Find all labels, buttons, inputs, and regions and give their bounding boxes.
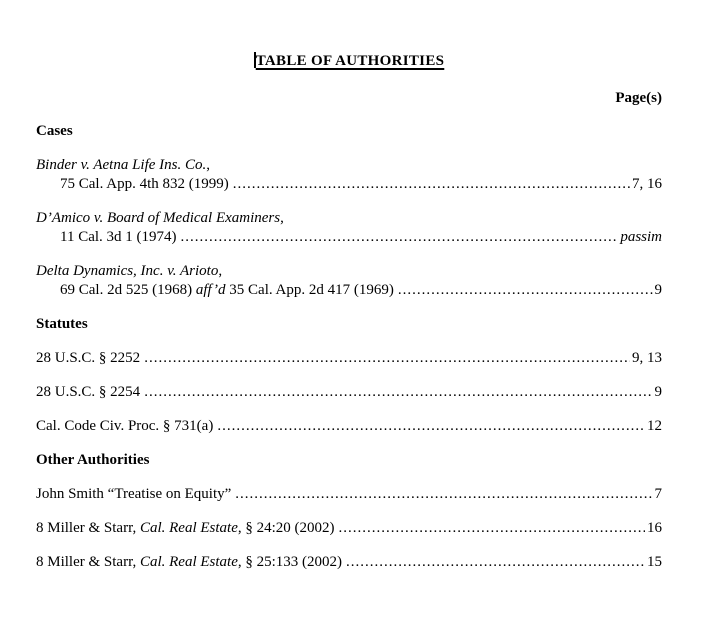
dot-leader xyxy=(233,175,630,194)
toa-entry xyxy=(36,262,662,300)
pages-column-label: Page(s) xyxy=(615,90,662,106)
case-name xyxy=(36,156,662,175)
case-name xyxy=(36,262,662,281)
citation-line xyxy=(36,485,662,504)
text-part: , § 24:20 (2002) xyxy=(237,520,335,536)
dot-leader xyxy=(144,349,630,368)
citation-text xyxy=(60,175,229,194)
toa-entry xyxy=(36,519,662,538)
citation-text xyxy=(60,281,394,300)
citation-line xyxy=(36,553,662,572)
text-part: 69 Cal. 2d 525 (1968) xyxy=(60,282,196,298)
toa-entry xyxy=(36,349,662,368)
page-number: 16 xyxy=(647,520,662,536)
dot-leader xyxy=(144,383,652,402)
page-number: 15 xyxy=(647,554,662,570)
text-part: , xyxy=(218,263,223,279)
italic-text-part: Delta Dynamics, Inc. v. Arioto xyxy=(36,263,219,279)
citation-line xyxy=(36,417,662,436)
section-heading: Cases xyxy=(36,123,73,139)
italic-text-part: Cal. Real Estate xyxy=(139,520,238,536)
page-number: 9 xyxy=(654,384,662,400)
page-number: 9 xyxy=(654,282,662,298)
page-title-text: TABLE OF AUTHORITIES xyxy=(255,53,445,69)
italic-text-part: aff’d xyxy=(195,282,226,298)
dot-leader xyxy=(217,417,645,436)
section-heading: Statutes xyxy=(36,316,88,332)
text-part: 35 Cal. App. 2d 417 (1969) xyxy=(225,282,394,298)
page-number: 9, 13 xyxy=(632,350,662,366)
text-part: , xyxy=(280,210,284,226)
citation-text xyxy=(36,349,140,368)
dot-leader xyxy=(181,228,619,247)
text-part: , xyxy=(206,157,211,173)
citation-line xyxy=(36,383,662,402)
toa-entry xyxy=(36,417,662,436)
italic-text-part: D’Amico v. Board of Medical Examiners xyxy=(36,210,281,226)
dot-leader xyxy=(398,281,653,300)
toa-sections xyxy=(36,122,662,572)
text-part: 8 Miller & Starr, xyxy=(36,520,140,536)
italic-text-part: Binder v. Aetna Life Ins. Co. xyxy=(36,157,207,173)
page-number: 12 xyxy=(647,418,662,434)
dot-leader xyxy=(346,553,645,572)
toa-entry xyxy=(36,383,662,402)
citation-line xyxy=(36,281,662,300)
text-part: 28 U.S.C. § 2252 xyxy=(36,350,141,366)
page-number: 7, 16 xyxy=(632,176,662,192)
citation-text xyxy=(36,519,335,538)
case-name xyxy=(36,209,662,228)
text-part: 75 Cal. App. 4th 832 (1999) xyxy=(60,176,229,192)
toa-entry xyxy=(36,209,662,247)
citation-text xyxy=(36,553,342,572)
text-part: John Smith “Treatise on Equity” xyxy=(36,486,232,502)
text-part: Cal. Code Civ. Proc. § 731(a) xyxy=(36,418,214,434)
text-part: 11 Cal. 3d 1 (1974) xyxy=(60,229,177,245)
citation-text xyxy=(36,417,213,436)
citation-line xyxy=(36,228,662,247)
citation-line xyxy=(36,349,662,368)
text-part: 8 Miller & Starr, xyxy=(36,554,140,570)
citation-text xyxy=(60,228,177,247)
text-part: 28 U.S.C. § 2254 xyxy=(36,384,141,400)
page-title xyxy=(36,52,662,71)
citation-line xyxy=(36,175,662,194)
page-number: 7 xyxy=(654,486,662,502)
section-heading: Other Authorities xyxy=(36,452,150,468)
italic-text-part: Cal. Real Estate xyxy=(139,554,238,570)
citation-line xyxy=(36,519,662,538)
toa-entry xyxy=(36,156,662,194)
citation-text xyxy=(36,383,140,402)
toa-entry xyxy=(36,485,662,504)
dot-leader xyxy=(235,485,652,504)
page-number: passim xyxy=(620,229,662,245)
citation-text xyxy=(36,485,231,504)
text-part: , § 25:133 (2002) xyxy=(237,554,343,570)
dot-leader xyxy=(339,519,645,538)
toa-entry xyxy=(36,553,662,572)
